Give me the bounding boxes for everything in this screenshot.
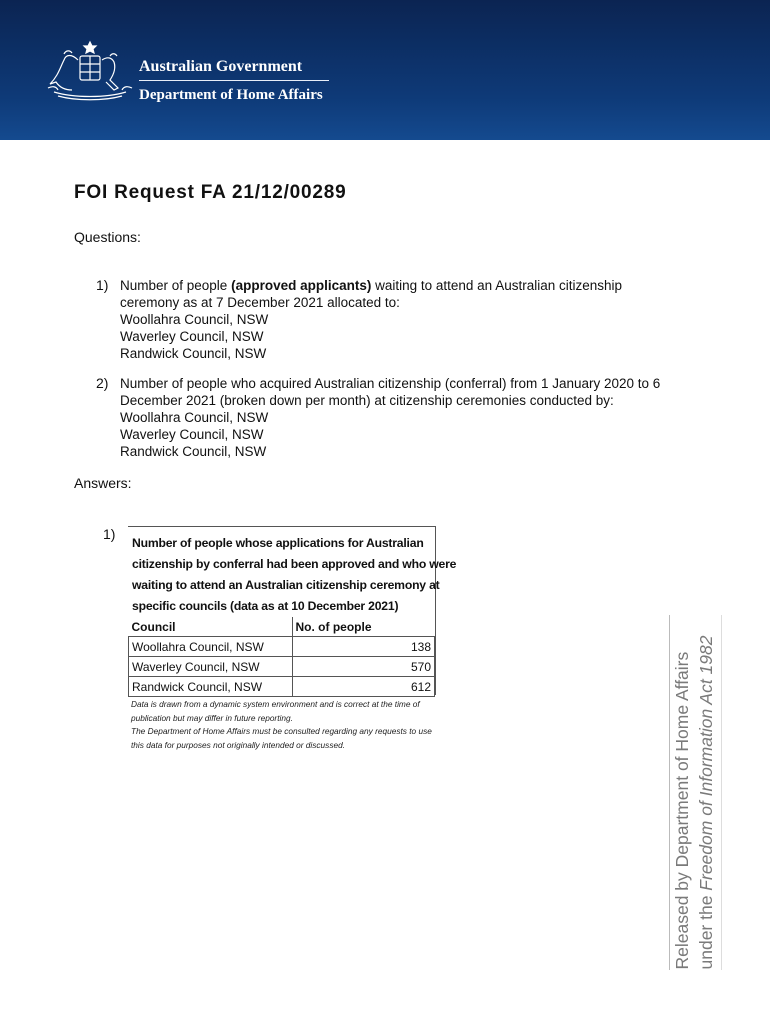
table-title-line: Number of people whose applications for Australian [132,536,424,550]
question-line: Number of people who acquired Australian citizenship (conferral) from 1 January 2020 to 6 [120,376,661,391]
column-header: No. of people [292,617,435,637]
release-stamp [669,615,722,970]
question-line: Waverley Council, NSW [120,427,264,442]
coat-of-arms-icon [44,40,136,104]
question-line: Number of people (approved applicants) waiting to attend an Australian citizenship [120,278,623,293]
question-number: 1) [96,277,109,293]
release-stamp-line: Released by Department of Home Affairs [672,651,692,970]
question-line: Randwick Council, NSW [120,444,267,459]
note-line: The Department of Home Affairs must be consulted regarding any requests to use [131,726,432,737]
question-line: Waverley Council, NSW [120,329,264,344]
question-line: Woollahra Council, NSW [120,312,269,327]
release-stamp-text [670,615,720,970]
note-line: Data is drawn from a dynamic system environment and is correct at the time of [131,699,420,709]
table-title-line: specific councils (data as at 10 December 2021) [132,599,399,613]
count-cell: 138 [292,637,435,657]
table-row [129,637,435,657]
answers-heading: Answers: [74,475,132,491]
header-banner [0,0,770,140]
data-disclaimer [131,698,441,752]
table-title-line: citizenship by conferral had been approved and who were [132,557,457,571]
column-header: Council [129,617,293,637]
note-line: this data for purposes not originally intended or discussed. [131,739,346,750]
count-cell: 612 [292,677,435,697]
question-line: Randwick Council, NSW [120,346,267,361]
note-line: publication but may differ in future reporting. [131,712,293,723]
council-cell: Randwick Council, NSW [129,677,293,697]
question-text [120,277,720,362]
table-title-line: waiting to attend an Australian citizenship ceremony at [132,578,440,592]
government-name: Australian Government [139,58,303,75]
council-table [128,617,435,697]
table-header-row [129,617,435,637]
question-number: 2) [96,375,109,391]
question-text [120,375,720,460]
answer-table-image [128,526,457,695]
table-row [129,677,435,697]
council-cell: Woollahra Council, NSW [129,637,293,657]
release-stamp-line: under the Freedom of Information Act 1982 [696,635,716,970]
count-cell: 570 [292,657,435,677]
page-title: FOI Request FA 21/12/00289 [74,182,347,203]
header-divider [139,80,329,81]
question-line: ceremony as at 7 December 2021 allocated to: [120,295,400,310]
question-line: Woollahra Council, NSW [120,410,269,425]
table-title [132,533,457,617]
council-cell: Waverley Council, NSW [129,657,293,677]
table-row [129,657,435,677]
answer-number: 1) [103,526,116,542]
questions-heading: Questions: [74,229,141,245]
question-line: December 2021 (broken down per month) at citizenship ceremonies conducted by: [120,393,614,408]
department-name: Department of Home Affairs [139,87,323,103]
